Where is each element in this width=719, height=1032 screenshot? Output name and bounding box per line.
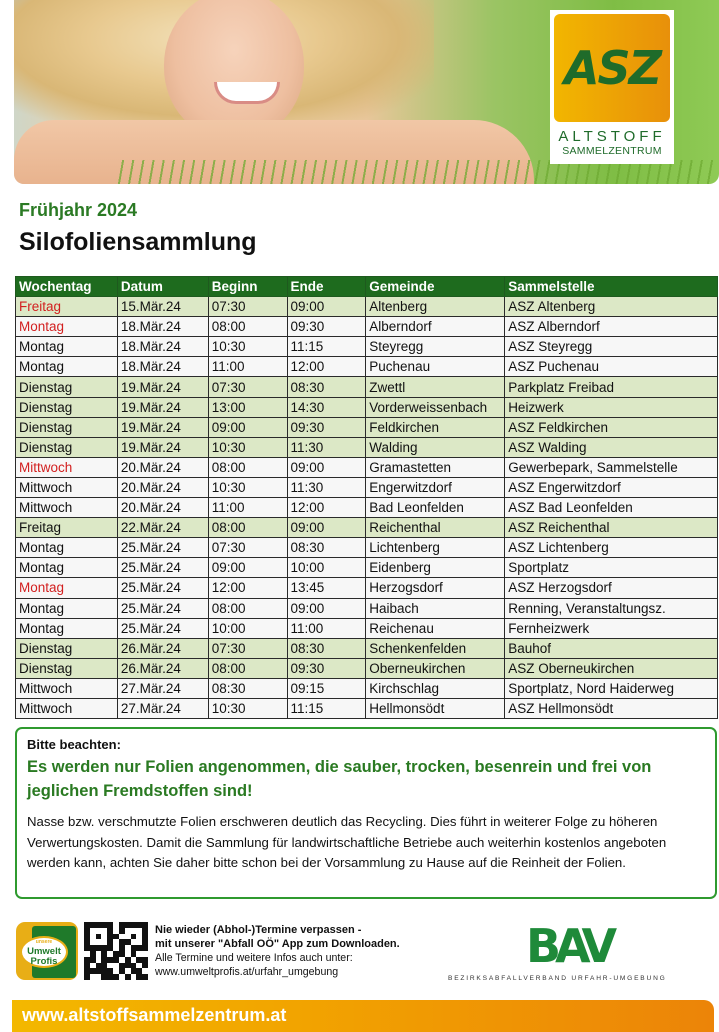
asz-logo-line2: SAMMELZENTRUM: [562, 145, 662, 157]
column-header-date: Datum: [117, 277, 208, 297]
cell-weekday: Dienstag: [16, 377, 118, 397]
cell-end: 11:00: [287, 618, 366, 638]
cell-end: 12:00: [287, 498, 366, 518]
app-promo-line1: Nie wieder (Abhol-)Termine verpassen -: [155, 924, 362, 936]
cell-start: 08:00: [208, 598, 287, 618]
hero-face: [164, 0, 304, 140]
cell-municipality: Eidenberg: [366, 558, 505, 578]
cell-end: 08:30: [287, 538, 366, 558]
table-row: [16, 518, 718, 538]
table-row: [16, 598, 718, 618]
cell-weekday: Montag: [16, 357, 118, 377]
app-info-line1: Alle Termine und weitere Infos auch unter:: [155, 952, 353, 964]
cell-municipality: Alberndorf: [366, 317, 505, 337]
cell-location: ASZ Oberneukirchen: [505, 658, 718, 678]
cell-end: 11:15: [287, 698, 366, 718]
qr-module: [142, 974, 148, 980]
cell-date: 27.Mär.24: [117, 678, 208, 698]
cell-weekday: Mittwoch: [16, 477, 118, 497]
table-row: [16, 678, 718, 698]
schedule-table-body: [16, 297, 718, 719]
asz-logo: [550, 10, 674, 164]
app-promo-text: [155, 923, 400, 979]
cell-end: 11:15: [287, 337, 366, 357]
table-row: [16, 297, 718, 317]
season-heading: Frühjahr 2024: [19, 200, 138, 220]
cell-date: 18.Mär.24: [117, 317, 208, 337]
cell-location: ASZ Bad Leonfelden: [505, 498, 718, 518]
cell-start: 07:30: [208, 377, 287, 397]
table-row: [16, 357, 718, 377]
bav-logo-mark: BAV: [526, 919, 612, 973]
cell-date: 19.Mär.24: [117, 397, 208, 417]
cell-municipality: Vorderweissenbach: [366, 397, 505, 417]
cell-start: 10:30: [208, 337, 287, 357]
asz-logo-line1: ALTSTOFF: [558, 128, 666, 145]
page-title: Silofoliensammlung: [19, 228, 257, 256]
cell-start: 10:00: [208, 618, 287, 638]
cell-weekday: Dienstag: [16, 658, 118, 678]
cell-weekday: Mittwoch: [16, 457, 118, 477]
cell-start: 08:00: [208, 457, 287, 477]
cell-date: 25.Mär.24: [117, 618, 208, 638]
table-row: [16, 578, 718, 598]
cell-date: 20.Mär.24: [117, 457, 208, 477]
cell-municipality: Haibach: [366, 598, 505, 618]
cell-weekday: Mittwoch: [16, 498, 118, 518]
cell-location: ASZ Alberndorf: [505, 317, 718, 337]
cell-location: ASZ Feldkirchen: [505, 417, 718, 437]
cell-municipality: Schenkenfelden: [366, 638, 505, 658]
cell-municipality: Hellmonsödt: [366, 698, 505, 718]
cell-end: 09:30: [287, 317, 366, 337]
cell-date: 22.Mär.24: [117, 518, 208, 538]
cell-municipality: Zwettl: [366, 377, 505, 397]
cell-location: Renning, Veranstaltungsz.: [505, 598, 718, 618]
cell-date: 25.Mär.24: [117, 558, 208, 578]
app-info-link[interactable]: www.umweltprofis.at/urfahr_umgebung: [155, 966, 339, 978]
cell-location: ASZ Reichenthal: [505, 518, 718, 538]
table-row: [16, 638, 718, 658]
cell-start: 08:00: [208, 317, 287, 337]
cell-location: Sportplatz: [505, 558, 718, 578]
cell-location: Gewerbepark, Sammelstelle: [505, 457, 718, 477]
cell-start: 10:30: [208, 437, 287, 457]
cell-date: 20.Mär.24: [117, 477, 208, 497]
cell-municipality: Oberneukirchen: [366, 658, 505, 678]
table-row: [16, 437, 718, 457]
table-row: [16, 317, 718, 337]
asz-logo-badge: [554, 14, 670, 122]
cell-municipality: Walding: [366, 437, 505, 457]
cell-weekday: Montag: [16, 538, 118, 558]
app-icon-label: [20, 936, 68, 968]
cell-start: 08:00: [208, 658, 287, 678]
table-row: [16, 397, 718, 417]
cell-date: 18.Mär.24: [117, 337, 208, 357]
table-row: [16, 337, 718, 357]
cell-end: 09:00: [287, 297, 366, 317]
cell-location: ASZ Altenberg: [505, 297, 718, 317]
qr-code[interactable]: [84, 922, 148, 980]
table-row: [16, 538, 718, 558]
cell-municipality: Feldkirchen: [366, 417, 505, 437]
cell-end: 08:30: [287, 638, 366, 658]
cell-location: Fernheizwerk: [505, 618, 718, 638]
cell-municipality: Herzogsdorf: [366, 578, 505, 598]
cell-weekday: Montag: [16, 317, 118, 337]
app-icon-small-text: unsere: [35, 939, 53, 945]
cell-date: 25.Mär.24: [117, 578, 208, 598]
cell-end: 12:00: [287, 357, 366, 377]
cell-location: ASZ Hellmonsödt: [505, 698, 718, 718]
asz-logo-mark: ASZ: [563, 41, 661, 95]
cell-start: 08:30: [208, 678, 287, 698]
cell-weekday: Dienstag: [16, 437, 118, 457]
cell-location: ASZ Walding: [505, 437, 718, 457]
cell-end: 09:00: [287, 598, 366, 618]
umweltprofis-app-icon: [16, 922, 78, 980]
cell-municipality: Gramastetten: [366, 457, 505, 477]
cell-municipality: Engerwitzdorf: [366, 477, 505, 497]
cell-start: 10:30: [208, 698, 287, 718]
cell-location: ASZ Herzogsdorf: [505, 578, 718, 598]
cell-end: 09:00: [287, 457, 366, 477]
table-row: [16, 377, 718, 397]
cell-date: 19.Mär.24: [117, 377, 208, 397]
cell-start: 09:00: [208, 417, 287, 437]
cell-weekday: Mittwoch: [16, 698, 118, 718]
notice-box: [15, 727, 717, 899]
bav-logo-text: BEZIRKSABFALLVERBAND URFAHR-UMGEBUNG: [448, 975, 667, 982]
cell-location: ASZ Steyregg: [505, 337, 718, 357]
cell-weekday: Freitag: [16, 518, 118, 538]
table-row: [16, 698, 718, 718]
cell-start: 07:30: [208, 638, 287, 658]
cell-municipality: Puchenau: [366, 357, 505, 377]
cell-end: 13:45: [287, 578, 366, 598]
cell-end: 09:30: [287, 417, 366, 437]
table-row: [16, 457, 718, 477]
cell-location: Heizwerk: [505, 397, 718, 417]
column-header-weekday: Wochentag: [16, 277, 118, 297]
cell-start: 07:30: [208, 538, 287, 558]
cell-location: ASZ Puchenau: [505, 357, 718, 377]
cell-end: 09:30: [287, 658, 366, 678]
app-icon-line1: Umwelt: [27, 946, 61, 957]
cell-municipality: Reichenau: [366, 618, 505, 638]
table-row: [16, 498, 718, 518]
notice-headline: Es werden nur Folien angenommen, die sauber, trocken, besenrein und frei von jeglichen Fremdstoffen sind!: [27, 758, 652, 800]
cell-weekday: Dienstag: [16, 638, 118, 658]
cell-start: 12:00: [208, 578, 287, 598]
cell-start: 11:00: [208, 357, 287, 377]
column-header-municipality: Gemeinde: [366, 277, 505, 297]
schedule-table: [15, 276, 718, 719]
cell-date: 19.Mär.24: [117, 417, 208, 437]
cell-weekday: Mittwoch: [16, 678, 118, 698]
cell-date: 26.Mär.24: [117, 658, 208, 678]
cell-location: ASZ Lichtenberg: [505, 538, 718, 558]
cell-end: 08:30: [287, 377, 366, 397]
cell-date: 25.Mär.24: [117, 538, 208, 558]
cell-date: 18.Mär.24: [117, 357, 208, 377]
cell-weekday: Montag: [16, 618, 118, 638]
cell-date: 25.Mär.24: [117, 598, 208, 618]
cell-location: Bauhof: [505, 638, 718, 658]
cell-municipality: Kirchschlag: [366, 678, 505, 698]
cell-date: 26.Mär.24: [117, 638, 208, 658]
column-header-end: Ende: [287, 277, 366, 297]
app-promo-line2: mit unserer "Abfall OÖ" App zum Downloaden.: [155, 938, 400, 950]
cell-location: Sportplatz, Nord Haiderweg: [505, 678, 718, 698]
cell-municipality: Reichenthal: [366, 518, 505, 538]
cell-weekday: Freitag: [16, 297, 118, 317]
cell-municipality: Steyregg: [366, 337, 505, 357]
cell-end: 11:30: [287, 437, 366, 457]
cell-weekday: Dienstag: [16, 417, 118, 437]
cell-weekday: Montag: [16, 598, 118, 618]
cell-start: 10:30: [208, 477, 287, 497]
table-row: [16, 618, 718, 638]
cell-location: Parkplatz Freibad: [505, 377, 718, 397]
cell-end: 10:00: [287, 558, 366, 578]
app-icon-line2: Profis: [30, 956, 58, 967]
cell-date: 15.Mär.24: [117, 297, 208, 317]
column-header-start: Beginn: [208, 277, 287, 297]
cell-start: 07:30: [208, 297, 287, 317]
cell-weekday: Dienstag: [16, 397, 118, 417]
cell-weekday: Montag: [16, 337, 118, 357]
cell-date: 19.Mär.24: [117, 437, 208, 457]
table-row: [16, 558, 718, 578]
table-row: [16, 477, 718, 497]
cell-weekday: Montag: [16, 578, 118, 598]
cell-end: 09:00: [287, 518, 366, 538]
cell-location: ASZ Engerwitzdorf: [505, 477, 718, 497]
cell-start: 13:00: [208, 397, 287, 417]
table-row: [16, 417, 718, 437]
column-header-location: Sammelstelle: [505, 277, 718, 297]
bav-logo: [440, 915, 719, 985]
notice-label: Bitte beachten:: [27, 737, 121, 752]
cell-end: 14:30: [287, 397, 366, 417]
table-header-row: [16, 277, 718, 297]
cell-end: 11:30: [287, 477, 366, 497]
cell-municipality: Altenberg: [366, 297, 505, 317]
cell-start: 08:00: [208, 518, 287, 538]
cell-municipality: Lichtenberg: [366, 538, 505, 558]
cell-municipality: Bad Leonfelden: [366, 498, 505, 518]
cell-weekday: Montag: [16, 558, 118, 578]
cell-start: 11:00: [208, 498, 287, 518]
cell-end: 09:15: [287, 678, 366, 698]
cell-start: 09:00: [208, 558, 287, 578]
table-row: [16, 658, 718, 678]
cell-date: 20.Mär.24: [117, 498, 208, 518]
website-link[interactable]: www.altstoffsammelzentrum.at: [22, 1005, 287, 1025]
website-bar: [12, 1000, 714, 1032]
notice-body: Nasse bzw. verschmutzte Folien erschweren deutlich das Recycling. Dies führt in weiterer Folge zu höheren Verwertungskosten. Damit die Sammlung für landwirtschaftliche Betriebe auch weiterhin kostenlos angeboten werden kann, achten Sie daher bitte schon bei der Vorsammlung zu Hause auf die Reinheit der Folien.: [27, 814, 667, 870]
cell-date: 27.Mär.24: [117, 698, 208, 718]
